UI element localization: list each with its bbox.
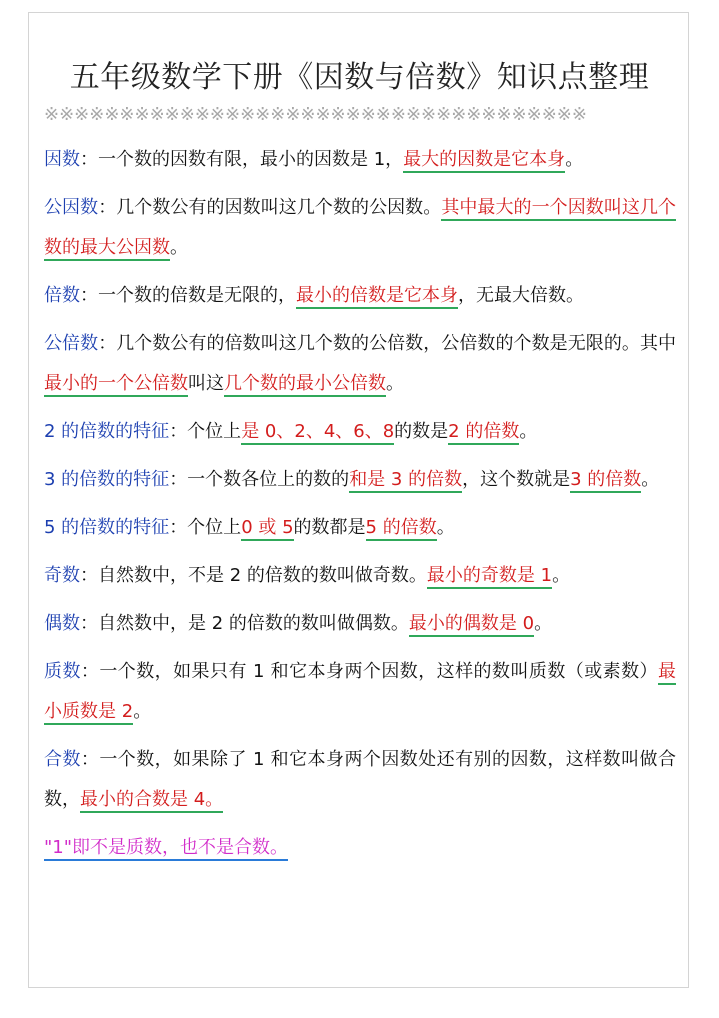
- item-composite: [44, 740, 676, 820]
- text: ：一个数的因数有限，最小的因数是 1，: [80, 149, 404, 170]
- highlight: 3 的倍数: [570, 469, 641, 493]
- highlight: 是 0、2、4、6、8: [241, 421, 394, 445]
- text: 。: [170, 237, 188, 258]
- item-factor: [44, 140, 676, 180]
- item-odd: [44, 556, 676, 596]
- highlight: 几个数的最小公倍数: [224, 373, 386, 397]
- highlight: 和是 3 的倍数: [349, 469, 462, 493]
- term: 公倍数: [44, 333, 99, 354]
- term: 3 的倍数的特征: [44, 469, 170, 490]
- note-text: "1"即不是质数，也不是合数。: [44, 837, 288, 861]
- text: ：一个数，如果只有 1 和它本身两个因数，这样的数叫质数（或素数）: [80, 661, 658, 682]
- term: 倍数: [44, 285, 80, 306]
- item-multiple: [44, 276, 676, 316]
- text: ：自然数中，不是 2 的倍数的数叫做奇数。: [80, 565, 427, 586]
- text: ，无最大倍数。: [458, 285, 584, 306]
- item-multiple-of-5: [44, 508, 676, 548]
- highlight: 0 或 5: [241, 517, 293, 541]
- term: 奇数: [44, 565, 80, 586]
- text: ：个位上: [169, 421, 242, 442]
- page-title: 五年级数学下册《因数与倍数》知识点整理: [69, 60, 650, 95]
- text: 的数是: [394, 421, 449, 442]
- highlight: 最大的因数是它本身: [403, 149, 565, 173]
- highlight: 5 的倍数: [366, 517, 437, 541]
- item-multiple-of-2: [44, 412, 676, 452]
- highlight: 最小的奇数是 1: [427, 565, 552, 589]
- item-common-multiple: [44, 324, 676, 404]
- text: ，这个数就是: [462, 469, 571, 490]
- text: ：一个数，如果除了 1 和它本身两个因数处还有别的因数，这样数叫做合数，: [44, 749, 676, 810]
- item-prime: [44, 652, 676, 732]
- item-common-factor: [44, 188, 676, 268]
- term: 5 的倍数的特征: [44, 517, 170, 538]
- text: 。: [552, 565, 571, 586]
- highlight: 最小的合数是 4。: [80, 789, 223, 813]
- decorative-separator: ※※※※※※※※※※※※※※※※※※※※※※※※※※※※※※※※※※※※: [44, 104, 587, 125]
- text: ：几个数公有的倍数叫这几个数的公倍数，公倍数的个数是无限的。其中: [98, 333, 677, 354]
- text: 。: [641, 469, 660, 490]
- highlight: 最小的倍数是它本身: [296, 285, 458, 309]
- term: 偶数: [44, 613, 80, 634]
- knowledge-list: [44, 140, 676, 876]
- term: 因数: [44, 149, 80, 170]
- text: 。: [436, 517, 455, 538]
- text: 叫这: [188, 373, 224, 394]
- text: ：几个数公有的因数叫这几个数的公因数。: [98, 197, 442, 218]
- text: 的数都是: [293, 517, 366, 538]
- term: 2 的倍数的特征: [44, 421, 170, 442]
- text: ：自然数中，是 2 的倍数的数叫做偶数。: [80, 613, 409, 634]
- term: 合数: [44, 749, 81, 770]
- highlight: 2 的倍数: [448, 421, 519, 445]
- highlight: 最小的一个公倍数: [44, 373, 188, 397]
- text: 。: [133, 701, 152, 722]
- text: 。: [565, 149, 584, 170]
- item-even: [44, 604, 676, 644]
- text: ：一个数各位上的数的: [169, 469, 350, 490]
- text: ：一个数的倍数是无限的，: [80, 285, 296, 306]
- item-multiple-of-3: [44, 460, 676, 500]
- highlight: 最小的偶数是 0: [409, 613, 534, 637]
- highlight: 其中最大的一个因数叫这几个数的最大公因数: [44, 197, 676, 261]
- text: ：个位上: [169, 517, 242, 538]
- term: 质数: [44, 661, 81, 682]
- text: 。: [519, 421, 538, 442]
- note-one: [44, 828, 676, 868]
- text: 。: [534, 613, 553, 634]
- text: 。: [386, 373, 404, 394]
- term: 公因数: [44, 197, 99, 218]
- highlight: 最小质数是 2: [44, 661, 676, 725]
